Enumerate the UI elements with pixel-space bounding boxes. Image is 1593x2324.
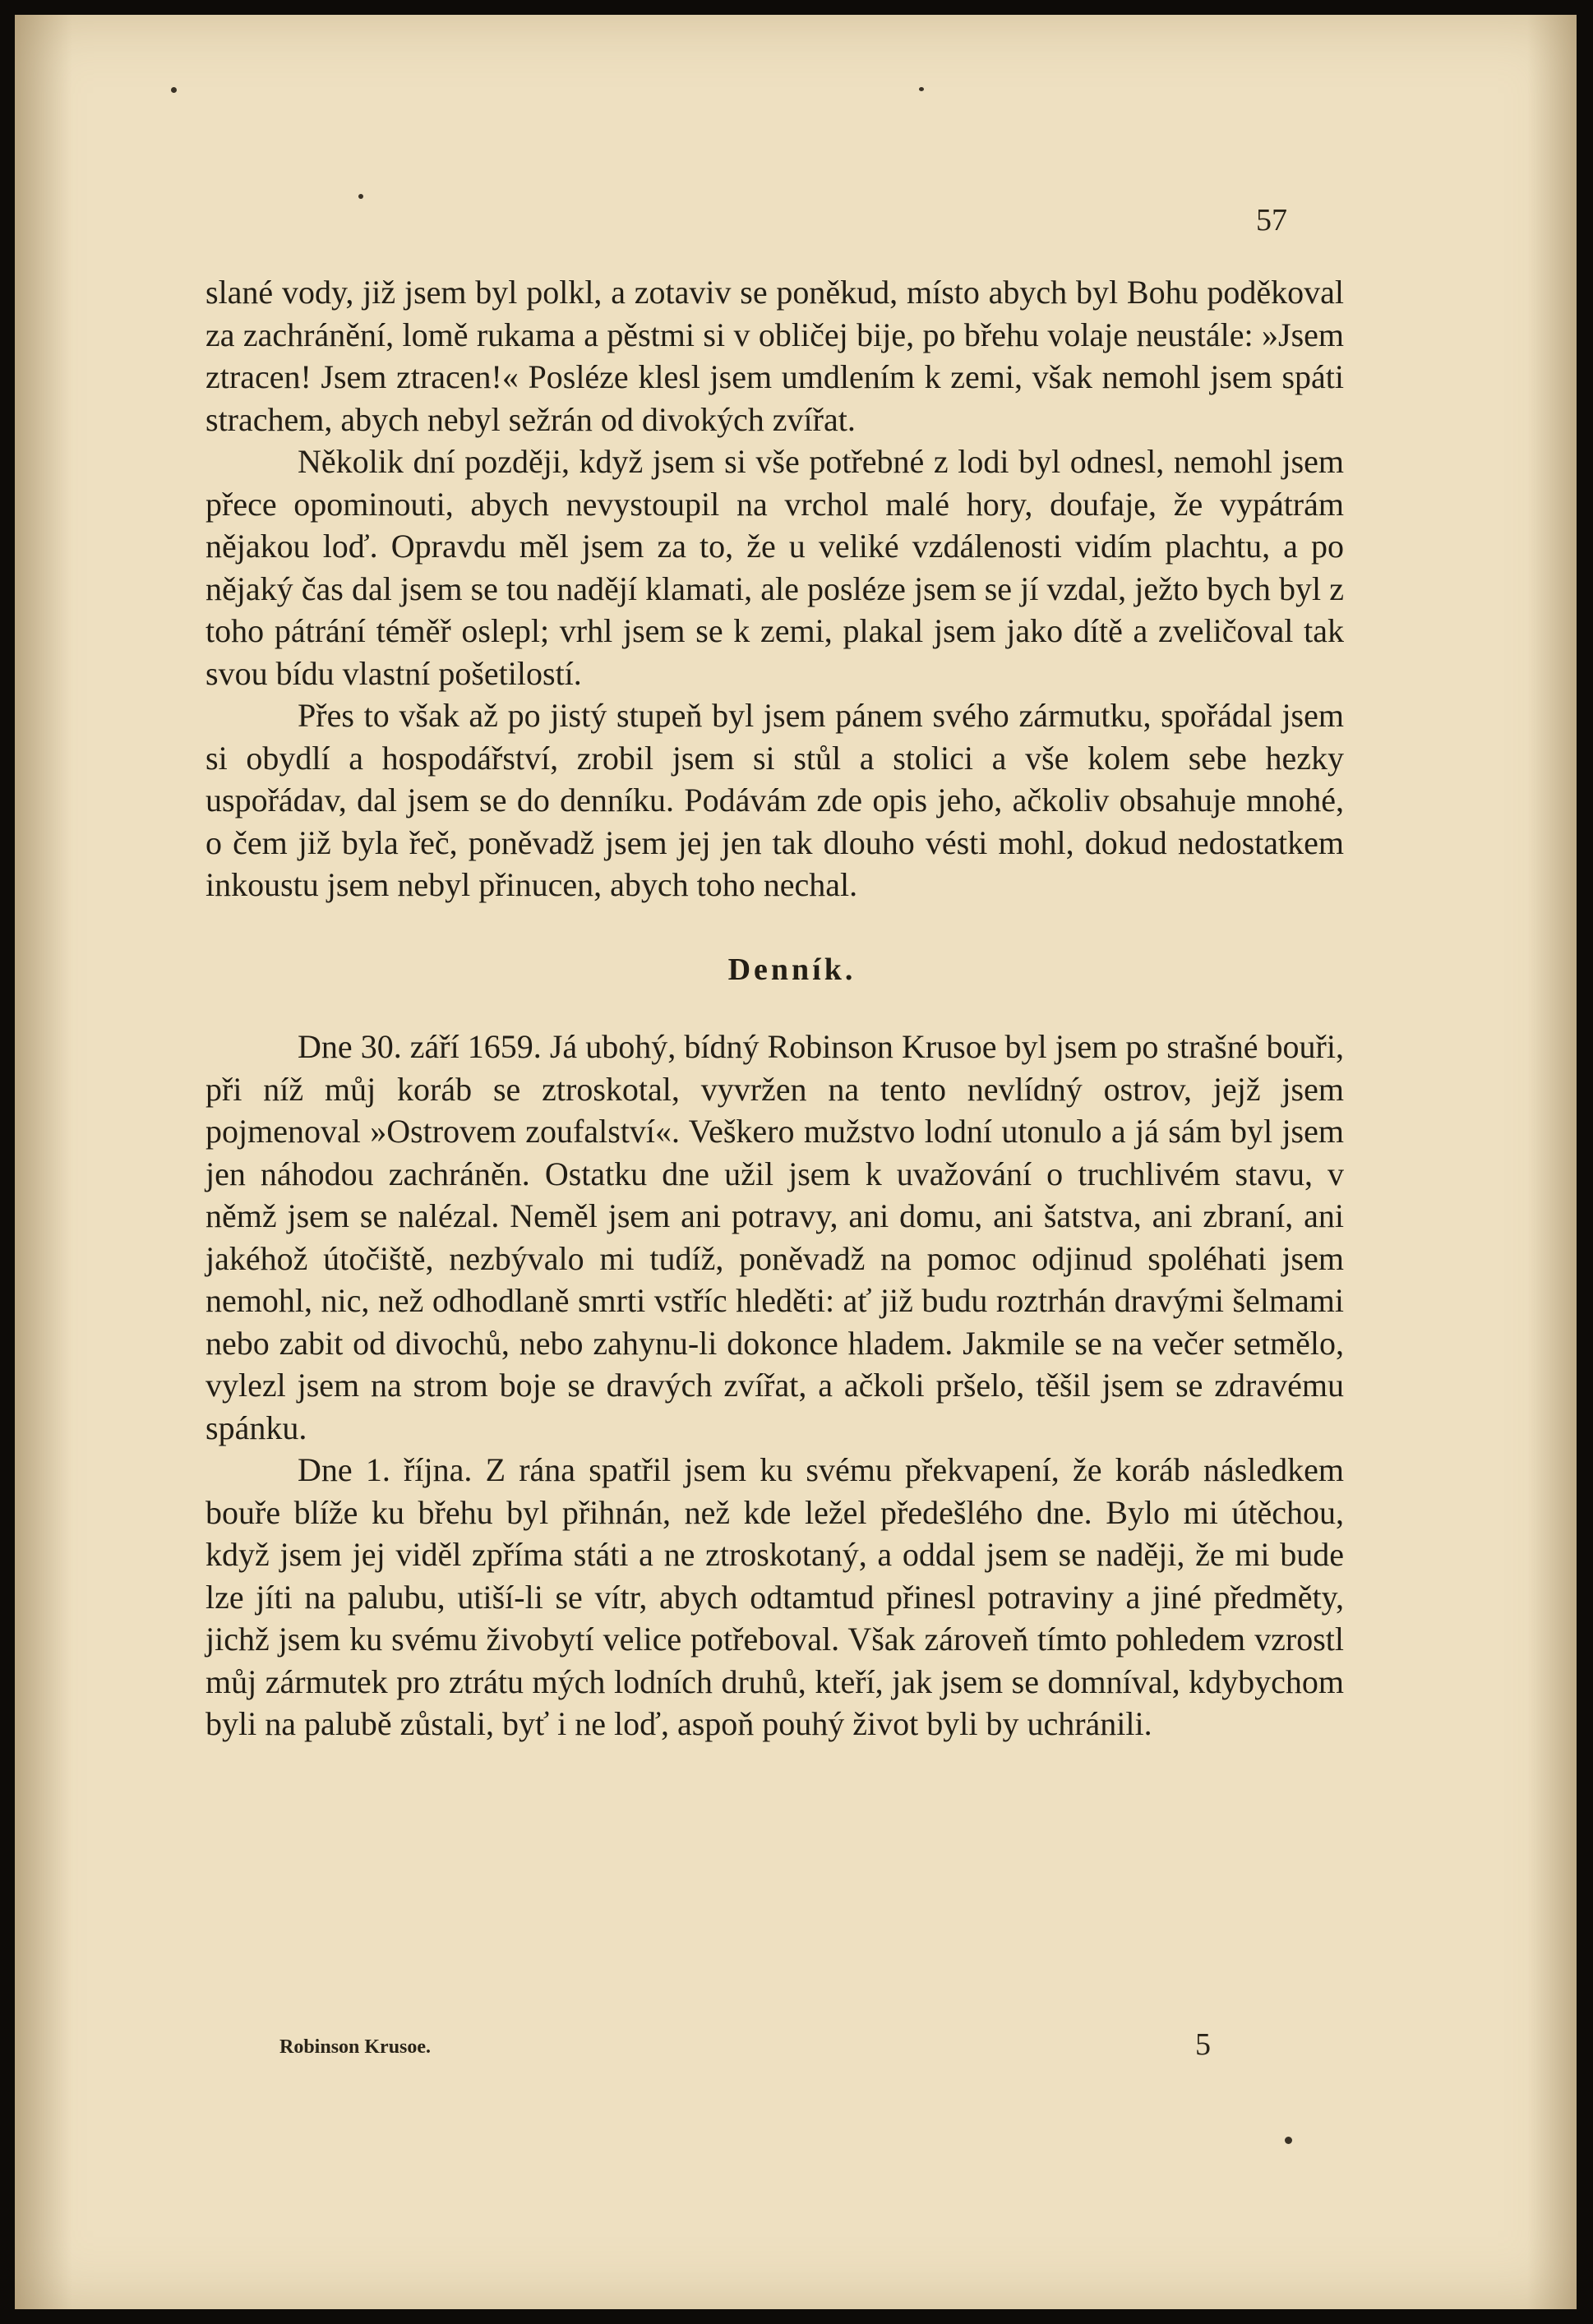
section-heading: Denník.: [727, 952, 857, 987]
ink-speck: [171, 87, 177, 93]
ink-speck: [919, 87, 924, 91]
ink-speck: [358, 194, 363, 199]
paragraph: slané vody, již jsem byl polkl, a zotaviv se poněkud, místo abych byl Bohu poděkoval za zachránění, lomě rukama a pěstmi si v obličej bije, po břehu volaje neustále: »Jsem ztracen! Jsem ztracen!« Posléze klesl jsem umdlením k zemi, však nemohl jsem spáti strachem, abych nebyl sežrán od divokých zvířat.: [205, 274, 1344, 438]
footer-book-title: Robinson Krusoe.: [279, 2036, 432, 2058]
paragraph: Několik dní později, když jsem si vše potřebné z lodi byl odnesl, nemohl jsem přece opominouti, abych nevystoupil na vrchol malé hory, doufaje, že vypátrám nějakou loď. Opravdu měl jsem za to, že u veliké vzdálenosti vidím plachtu, a po nějaký čas dal jsem se tou nadějí klamati, ale posléze jsem se jí vzdal, ježto bych byl z toho pátrání téměř oslepl; vrhl jsem se k zemi, plakal jsem jako dítě a zveličoval tak svou bídu vlastní pošetilostí.: [205, 443, 1344, 692]
diary-entry: Dne 1. října. Z rána spatřil jsem ku svému překvapení, že koráb následkem bouře blíže ku břehu byl přihnán, než kde ležel předešlého dne. Bylo mi útěchou, když jsem jej viděl zpříma státi a ne ztroskotaný, a oddal jsem se naději, že mi bude lze jíti na palubu, utiší-li se vítr, abych odtamtud přinesl potraviny a jiné předměty, jichž jsem ku svému živobytí velice potřeboval. Však zároveň tímto pohledem vzrostl můj zármutek pro ztrátu mých lodních druhů, kteří, jak jsem se domníval, kdybychom byli na palubě zůstali, byť i ne loď, aspoň pouhý život byli by uchránili.: [205, 1451, 1344, 1742]
page-gutter-shadow: [15, 15, 72, 2309]
page-number: 57: [1256, 203, 1287, 237]
body-text: [205, 271, 1344, 1745]
book-page: [15, 15, 1577, 2309]
footer-signature-mark: 5: [1195, 2027, 1211, 2062]
paragraph: Přes to však až po jistý stupeň byl jsem pánem svého zármutku, spořádal jsem si obydlí a hospodářství, zrobil jsem si stůl a stolici a vše kolem sebe hezky uspořádav, dal jsem se do denníku. Podávám zde opis jeho, ačkoliv obsahuje mnohé, o čem již byla řeč, poněvadž jsem jej jen tak dlouho vésti mohl, dokud nedostatkem inkoustu jsem nebyl přinucen, abych toho nechal.: [205, 697, 1344, 903]
ink-speck: [1285, 2137, 1292, 2144]
page-edge-shadow: [1527, 15, 1577, 2309]
diary-entry: Dne 30. září 1659. Já ubohý, bídný Robinson Krusoe byl jsem po strašné bouři, při níž můj koráb se ztroskotal, vyvržen na tento nevlídný ostrov, jejž jsem pojmenoval »Ostrovem zoufalství«. Veškero mužstvo lodní utonulo a já sám byl jsem jen náhodou zachráněn. Ostatku dne užil jsem k uvažování o truchlivém stavu, v němž jsem se nalézal. Neměl jsem ani potravy, ani domu, ani šatstva, ani zbraní, ani jakéhož útočiště, nezbývalo mi tudíž, poněvadž na pomoc odjinud spoléhati jsem nemohl, nic, než odhodlaně smrti vstříc hleděti: ať již budu roztrhán dravými šelmami nebo zabit od divochů, nebo zahynu-li dokonce hladem. Jakmile se na večer setmělo, vylezl jsem na strom boje se dravých zvířat, a ačkoli pršelo, těšil jsem se zdravému spánku.: [205, 1028, 1344, 1446]
scan-border: [0, 0, 1593, 15]
